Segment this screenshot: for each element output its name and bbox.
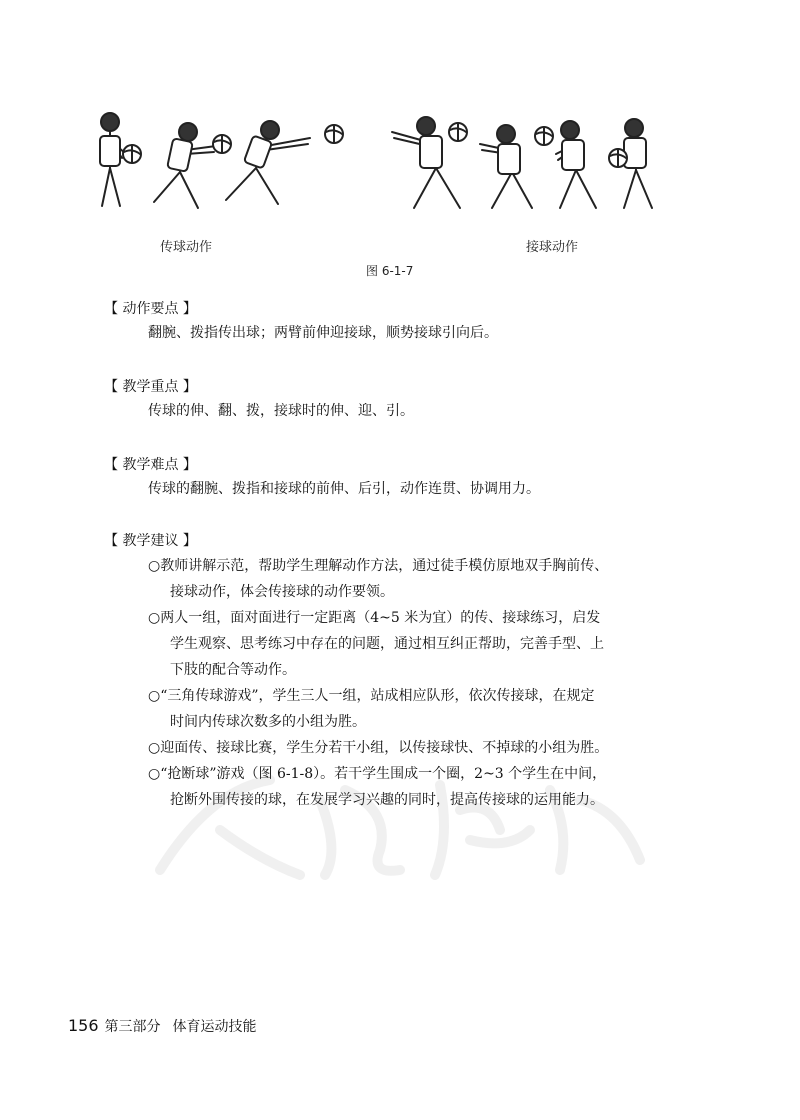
player-passing-sequence-icon — [100, 113, 343, 208]
suggestion-line: ○迎面传、接球比赛，学生分若干小组，以传接球快、不掉球的小组为胜。 — [148, 740, 609, 756]
section-body-difficulties: 传球的翻腕、拨指和接球的前伸、后引，动作连贯、协调用力。 — [148, 481, 540, 497]
passing-catching-figure — [88, 108, 708, 218]
figure-number: 图 6-1-7 — [366, 264, 414, 278]
page-footer — [68, 1016, 257, 1036]
suggestion-line: ○“抢断球”游戏（图 6-1-8）。若干学生围成一个圈，2~3 个学生在中间， — [148, 766, 607, 782]
suggestion-line: 下肢的配合等动作。 — [170, 662, 296, 678]
page-number: 156 — [68, 1016, 99, 1035]
suggestion-line: ○教师讲解示范，帮助学生理解动作方法，通过徒手模仿原地双手胸前传、 — [148, 558, 609, 574]
suggestion-line: 时间内传球次数多的小组为胜。 — [170, 714, 366, 730]
figure-label-catch: 接球动作 — [526, 240, 579, 255]
footer-subject: 体育运动技能 — [172, 1019, 257, 1035]
section-body-key-points: 传球的伸、翻、拨，接球时的伸、迎、引。 — [148, 403, 414, 419]
footer-part: 第三部分 — [104, 1019, 161, 1035]
suggestion-line: ○“三角传球游戏”，学生三人一组，站成相应队形，依次传接球，在规定 — [148, 688, 595, 704]
suggestion-item — [148, 553, 608, 605]
player-catching-sequence-icon — [392, 117, 652, 208]
suggestion-line: 接球动作，体会传接球的动作要领。 — [170, 584, 394, 600]
section-title-key-points: 【 教学重点 】 — [104, 379, 197, 395]
figure-label-pass: 传球动作 — [160, 240, 213, 255]
section-title-suggestions: 【 教学建议 】 — [104, 533, 197, 549]
suggestion-line: 学生观察、思考练习中存在的问题，通过相互纠正帮助，完善手型、上 — [170, 636, 604, 652]
section-body-action-points: 翻腕、拨指传出球；两臂前伸迎接球，顺势接球引向后。 — [148, 325, 498, 341]
suggestion-line: 抢断外围传接的球，在发展学习兴趣的同时，提高传接球的运用能力。 — [170, 792, 604, 808]
suggestion-item — [148, 683, 595, 735]
suggestion-line: ○两人一组，面对面进行一定距离（4~5 米为宜）的传、接球练习，启发 — [148, 610, 601, 626]
section-title-action-points: 【 动作要点 】 — [104, 301, 197, 317]
section-title-difficulties: 【 教学难点 】 — [104, 457, 197, 473]
suggestion-item — [148, 605, 604, 683]
suggestion-item — [148, 735, 608, 761]
calligraphy-watermark — [150, 770, 650, 880]
